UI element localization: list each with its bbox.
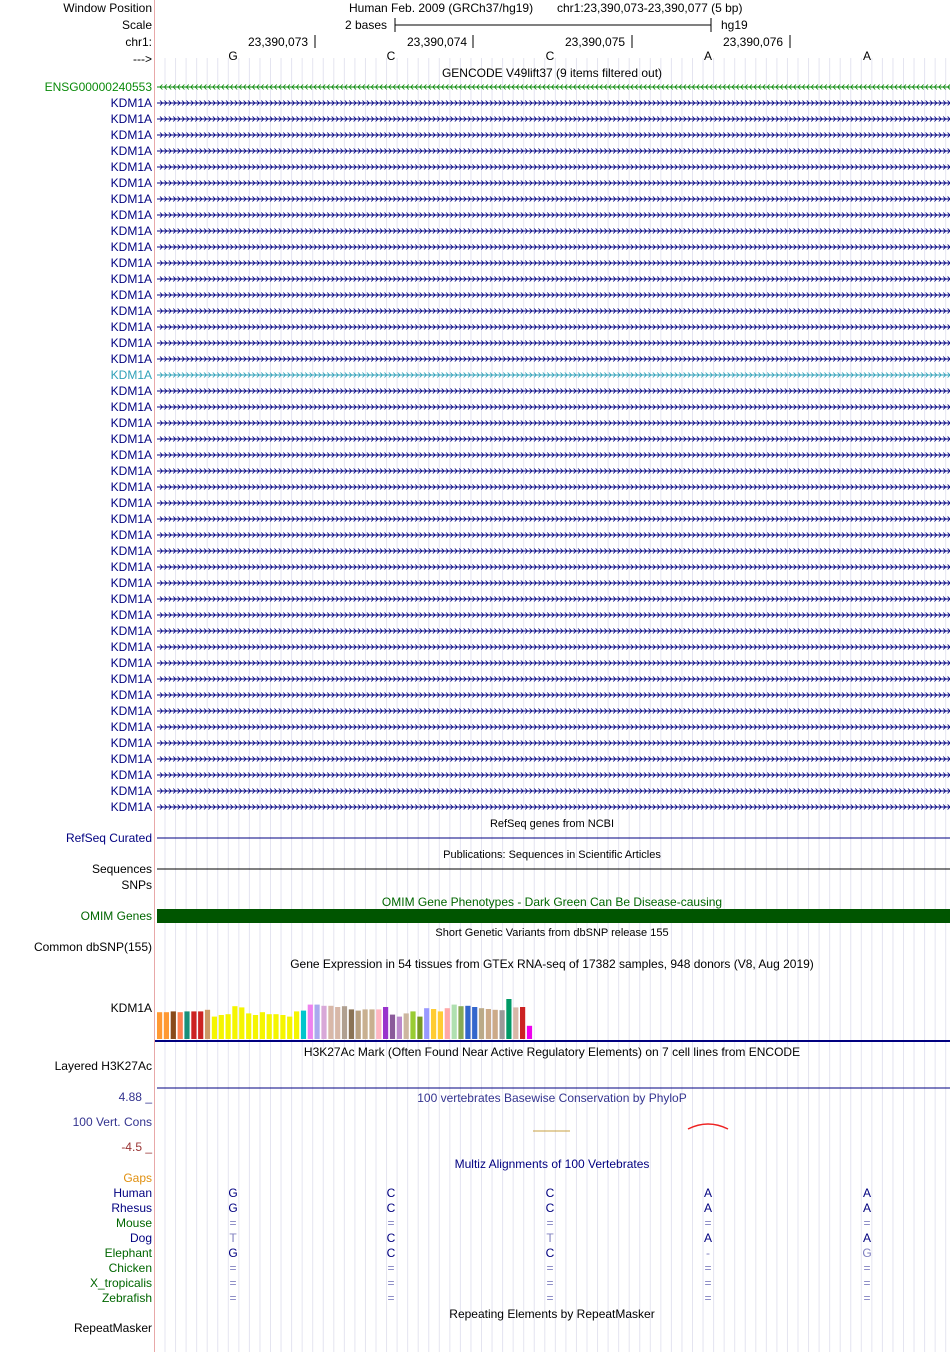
multiz-base: =	[863, 1261, 871, 1275]
gencode-gene-row[interactable]	[157, 629, 950, 634]
multiz-base: C	[545, 1186, 555, 1200]
multiz-base: =	[387, 1216, 395, 1230]
gencode-gene-label[interactable]: KDM1A	[110, 368, 152, 382]
gencode-gene-label[interactable]: KDM1A	[110, 432, 152, 446]
gencode-gene-label[interactable]: KDM1A	[110, 752, 152, 766]
gtex-tissue-bar[interactable]	[410, 1011, 415, 1039]
multiz-base: C	[386, 1246, 396, 1260]
gtex-bar-chart[interactable]	[0, 972, 950, 1042]
multiz-base: =	[229, 1291, 237, 1305]
gencode-gene-row[interactable]	[157, 789, 950, 794]
gtex-tissue-bar[interactable]	[219, 1015, 224, 1039]
dbsnp-track-title[interactable]: Short Genetic Variants from dbSNP release 155	[435, 927, 669, 939]
scale-text: 2 bases	[345, 18, 388, 32]
gtex-tissue-bar[interactable]	[342, 1006, 347, 1039]
gencode-gene-label[interactable]: KDM1A	[110, 592, 152, 606]
publications-line[interactable]	[0, 867, 950, 871]
coord-4: 23,390,076	[723, 35, 784, 49]
gencode-gene-label[interactable]: KDM1A	[110, 656, 152, 670]
multiz-base: =	[863, 1291, 871, 1305]
multiz-base: G	[228, 1201, 238, 1215]
gencode-gene-row[interactable]	[157, 277, 950, 282]
phylop-track-label[interactable]: 100 Vert. Cons	[72, 1115, 152, 1129]
gencode-gene-label[interactable]: KDM1A	[110, 512, 152, 526]
gtex-tissue-bar[interactable]	[369, 1009, 374, 1039]
gencode-gene-row[interactable]	[157, 645, 950, 650]
base-2: C	[386, 49, 396, 63]
gencode-gene-label[interactable]: KDM1A	[110, 688, 152, 702]
gencode-gene-row[interactable]	[157, 261, 950, 266]
window-position-label: Window Position	[63, 1, 152, 15]
gtex-tissue-bar[interactable]	[506, 999, 511, 1039]
gtex-tissue-bar[interactable]	[527, 1026, 532, 1039]
gencode-gene-label[interactable]: KDM1A	[110, 608, 152, 622]
gtex-tissue-bar[interactable]	[191, 1011, 196, 1039]
multiz-base: C	[386, 1201, 396, 1215]
gencode-gene-row[interactable]	[157, 341, 950, 346]
gtex-tissue-bar[interactable]	[164, 1012, 169, 1039]
multiz-base: A	[703, 1201, 713, 1215]
gtex-tissue-bar[interactable]	[260, 1012, 265, 1039]
gtex-tissue-bar[interactable]	[212, 1017, 217, 1039]
gencode-gene-label[interactable]: KDM1A	[110, 240, 152, 254]
gtex-tissue-bar[interactable]	[513, 1007, 518, 1039]
gencode-gene-row[interactable]	[157, 469, 950, 474]
refseq-track-label[interactable]: RefSeq Curated	[65, 831, 152, 845]
gencode-gene-label[interactable]: KDM1A	[110, 160, 152, 174]
gtex-tissue-bar[interactable]	[301, 1011, 306, 1039]
publications-track-label[interactable]: Sequences	[91, 862, 152, 876]
chrom-label: chr1:	[125, 35, 152, 49]
gtex-tissue-bar[interactable]	[178, 1012, 183, 1039]
repeatmasker-track-label[interactable]: RepeatMasker	[73, 1321, 152, 1335]
multiz-base: =	[387, 1291, 395, 1305]
gtex-tissue-bar[interactable]	[472, 1007, 477, 1039]
gencode-gene-row[interactable]	[157, 181, 950, 186]
gencode-gene-row[interactable]	[157, 357, 950, 362]
omim-track-label[interactable]: OMIM Genes	[80, 909, 152, 923]
gencode-gene-label[interactable]: KDM1A	[110, 400, 152, 414]
gtex-tissue-bar[interactable]	[321, 1006, 326, 1039]
gencode-gene-label[interactable]: KDM1A	[110, 704, 152, 718]
gencode-gene-row[interactable]	[157, 501, 950, 506]
multiz-base: =	[546, 1216, 554, 1230]
gencode-gene-label[interactable]: KDM1A	[110, 224, 152, 238]
strand-label: --->	[133, 52, 152, 66]
gencode-gene-row[interactable]	[157, 325, 950, 330]
multiz-base: C	[545, 1201, 555, 1215]
base-1: G	[228, 49, 238, 63]
gencode-gene-label[interactable]: KDM1A	[110, 720, 152, 734]
multiz-base: =	[387, 1276, 395, 1290]
gencode-gene-row[interactable]	[157, 405, 950, 410]
gencode-gene-label[interactable]: KDM1A	[110, 336, 152, 350]
gencode-track-title[interactable]: GENCODE V49lift37 (9 items filtered out)	[441, 66, 663, 80]
gtex-tissue-bar[interactable]	[205, 1010, 210, 1039]
gencode-gene-label[interactable]: KDM1A	[110, 560, 152, 574]
gencode-gene-label[interactable]: KDM1A	[110, 304, 152, 318]
multiz-base: C	[545, 1246, 555, 1260]
multiz-species-label[interactable]: Zebrafish	[101, 1291, 152, 1305]
gtex-tissue-bar[interactable]	[465, 1006, 470, 1039]
gencode-gene-label[interactable]: KDM1A	[110, 128, 152, 142]
gencode-gene-label[interactable]: KDM1A	[110, 640, 152, 654]
gencode-gene-row[interactable]	[157, 485, 950, 490]
gencode-gene-label[interactable]: KDM1A	[110, 256, 152, 270]
multiz-base: =	[704, 1261, 712, 1275]
multiz-species-label[interactable]: Elephant	[104, 1246, 152, 1260]
gtex-tissue-bar[interactable]	[308, 1005, 313, 1039]
gencode-gene-label[interactable]: KDM1A	[110, 448, 152, 462]
multiz-base: =	[546, 1291, 554, 1305]
gencode-gene-label[interactable]: KDM1A	[110, 288, 152, 302]
multiz-base: A	[862, 1186, 872, 1200]
multiz-species-label[interactable]: Chicken	[108, 1261, 152, 1275]
multiz-gaps-label[interactable]: Gaps	[123, 1171, 152, 1185]
gtex-tissue-bar[interactable]	[287, 1017, 292, 1039]
h3k27ac-track-title[interactable]: H3K27Ac Mark (Often Found Near Active Regulatory Elements) on 7 cell lines from ENCODE	[303, 1045, 801, 1059]
gtex-tissue-bar[interactable]	[452, 1005, 457, 1039]
gencode-gene-row-ensg[interactable]	[157, 85, 950, 90]
gencode-gene-row[interactable]	[157, 245, 950, 250]
multiz-base: A	[703, 1186, 713, 1200]
phylop-plot[interactable]	[0, 1115, 950, 1145]
base-5: A	[862, 49, 872, 63]
gencode-gene-label[interactable]: KDM1A	[110, 800, 152, 814]
gtex-tissue-bar[interactable]	[315, 1005, 320, 1039]
gencode-gene-row[interactable]	[157, 229, 950, 234]
multiz-species-label[interactable]: Dog	[129, 1231, 152, 1245]
gencode-gene-row[interactable]	[157, 293, 950, 298]
gencode-gene-label[interactable]: KDM1A	[110, 96, 152, 110]
omim-track-title[interactable]: OMIM Gene Phenotypes - Dark Green Can Be Disease-causing	[381, 895, 723, 909]
assembly-name: hg19	[721, 18, 748, 32]
gtex-tissue-bar[interactable]	[294, 1011, 299, 1039]
gtex-tissue-bar[interactable]	[273, 1014, 278, 1039]
gtex-tissue-bar[interactable]	[520, 1007, 525, 1039]
gtex-tissue-bar[interactable]	[376, 1009, 381, 1039]
gencode-gene-row[interactable]	[157, 597, 950, 602]
gencode-gene-row[interactable]	[157, 133, 950, 138]
gencode-gene-label[interactable]: KDM1A	[110, 672, 152, 686]
gencode-gene-label[interactable]: KDM1A	[110, 624, 152, 638]
gencode-gene-label[interactable]: KDM1A	[110, 144, 152, 158]
gencode-gene-row[interactable]	[157, 581, 950, 586]
multiz-base: =	[229, 1261, 237, 1275]
gencode-gene-label[interactable]: KDM1A	[110, 384, 152, 398]
gtex-tissue-bar[interactable]	[267, 1014, 272, 1039]
gtex-tissue-bar[interactable]	[246, 1013, 251, 1039]
gencode-gene-row[interactable]	[157, 437, 950, 442]
gtex-tissue-bar[interactable]	[424, 1008, 429, 1039]
gencode-gene-row[interactable]	[157, 373, 950, 378]
base-3: C	[545, 49, 555, 63]
gencode-gene-row[interactable]	[157, 661, 950, 666]
gencode-gene-row[interactable]	[157, 805, 950, 810]
gencode-gene-label[interactable]: KDM1A	[110, 176, 152, 190]
multiz-base: C	[386, 1231, 396, 1245]
coord-2: 23,390,074	[407, 35, 468, 49]
gencode-gene-label[interactable]: KDM1A	[110, 544, 152, 558]
gtex-tissue-bar[interactable]	[383, 1007, 388, 1039]
omim-bar[interactable]	[157, 909, 950, 923]
gtex-tissue-bar[interactable]	[280, 1015, 285, 1039]
gtex-track-label[interactable]: KDM1A	[110, 1001, 152, 1015]
gtex-tissue-bar[interactable]	[157, 1012, 162, 1039]
base-4: A	[703, 49, 713, 63]
gencode-gene-label[interactable]: KDM1A	[110, 528, 152, 542]
gencode-gene-label[interactable]: KDM1A	[110, 480, 152, 494]
coord-3: 23,390,075	[565, 35, 626, 49]
gencode-gene-row[interactable]	[157, 613, 950, 618]
coord-1: 23,390,073	[248, 35, 309, 49]
gtex-tissue-bar[interactable]	[431, 1009, 436, 1039]
multiz-base: A	[862, 1201, 872, 1215]
multiz-species-label[interactable]: Rhesus	[111, 1201, 152, 1215]
multiz-base: =	[229, 1216, 237, 1230]
gtex-tissue-bar[interactable]	[479, 1008, 484, 1039]
gtex-tissue-bar[interactable]	[349, 1009, 354, 1039]
h3k27ac-track-label[interactable]: Layered H3K27Ac	[54, 1059, 152, 1073]
multiz-base: G	[228, 1246, 238, 1260]
gencode-gene-label[interactable]: KDM1A	[110, 112, 152, 126]
gtex-tissue-bar[interactable]	[417, 1017, 422, 1039]
gencode-gene-row[interactable]	[157, 533, 950, 538]
gtex-tissue-bar[interactable]	[404, 1013, 409, 1039]
multiz-base: =	[704, 1216, 712, 1230]
gencode-gene-label[interactable]: KDM1A	[110, 576, 152, 590]
gencode-gene-label[interactable]: KDM1A	[110, 416, 152, 430]
gtex-tissue-bar[interactable]	[363, 1009, 368, 1039]
gencode-gene-row[interactable]	[157, 709, 950, 714]
gtex-tissue-bar[interactable]	[486, 1009, 491, 1039]
multiz-base: =	[704, 1291, 712, 1305]
multiz-base: A	[862, 1231, 872, 1245]
phylop-track-title[interactable]: 100 vertebrates Basewise Conservation by PhyloP	[417, 1091, 687, 1105]
phylop-min-label: -4.5 _	[121, 1140, 152, 1154]
gencode-gene-row[interactable]	[157, 565, 950, 570]
position-text: chr1:23,390,073-23,390,077 (5 bp)	[557, 1, 743, 15]
publications-track-title[interactable]: Publications: Sequences in Scientific Articles	[443, 849, 661, 861]
gencode-first-gene-label[interactable]: ENSG00000240553	[44, 80, 152, 94]
gtex-track-title[interactable]: Gene Expression in 54 tissues from GTEx RNA-seq of 17382 samples, 948 donors (V8, Aug 2019)	[290, 957, 814, 971]
gencode-gene-row[interactable]	[157, 725, 950, 730]
multiz-species-label[interactable]: Human	[113, 1186, 152, 1200]
gtex-tissue-bar[interactable]	[335, 1007, 340, 1039]
multiz-base: =	[229, 1276, 237, 1290]
gencode-gene-row[interactable]	[157, 773, 950, 778]
gtex-tissue-bar[interactable]	[500, 1010, 505, 1039]
multiz-base: G	[228, 1186, 238, 1200]
multiz-species-label[interactable]: X_tropicalis	[89, 1276, 152, 1290]
scale-label: Scale	[121, 18, 152, 32]
multiz-base: =	[863, 1216, 871, 1230]
gtex-tissue-bar[interactable]	[445, 1008, 450, 1039]
multiz-base: =	[863, 1276, 871, 1290]
gencode-gene-row[interactable]	[157, 549, 950, 554]
gtex-tissue-bar[interactable]	[493, 1010, 498, 1039]
gencode-gene-row[interactable]	[157, 389, 950, 394]
multiz-base: G	[862, 1246, 872, 1260]
multiz-base: =	[546, 1276, 554, 1290]
multiz-species-label[interactable]: Mouse	[115, 1216, 152, 1230]
gencode-gene-label[interactable]: KDM1A	[110, 784, 152, 798]
gencode-gene-label[interactable]: KDM1A	[110, 208, 152, 222]
gencode-gene-row[interactable]	[157, 757, 950, 762]
assembly-title: Human Feb. 2009 (GRCh37/hg19)	[349, 1, 534, 15]
gencode-gene-row[interactable]	[157, 197, 950, 202]
refseq-line[interactable]	[0, 836, 950, 840]
gencode-gene-label[interactable]: KDM1A	[110, 192, 152, 206]
gencode-gene-row[interactable]	[157, 453, 950, 458]
multiz-base: =	[387, 1261, 395, 1275]
gencode-gene-row[interactable]	[157, 165, 950, 170]
gtex-tissue-bar[interactable]	[328, 1006, 333, 1039]
gencode-gene-row[interactable]	[157, 421, 950, 426]
multiz-track-title[interactable]: Multiz Alignments of 100 Vertebrates	[454, 1157, 650, 1171]
gencode-gene-label[interactable]: KDM1A	[110, 464, 152, 478]
snps-track-label[interactable]: SNPs	[121, 878, 152, 892]
gencode-gene-label[interactable]: KDM1A	[110, 352, 152, 366]
gencode-gene-label[interactable]: KDM1A	[110, 768, 152, 782]
gencode-gene-label[interactable]: KDM1A	[110, 736, 152, 750]
gencode-gene-label[interactable]: KDM1A	[110, 496, 152, 510]
scale-ruler	[0, 0, 950, 70]
gtex-tissue-bar[interactable]	[226, 1014, 231, 1039]
gtex-tissue-bar[interactable]	[390, 1015, 395, 1039]
repeatmasker-track-title[interactable]: Repeating Elements by RepeatMasker	[449, 1307, 655, 1321]
gencode-gene-row[interactable]	[157, 677, 950, 682]
gtex-tissue-bar[interactable]	[171, 1011, 176, 1039]
gencode-gene-row[interactable]	[157, 309, 950, 314]
gencode-gene-row[interactable]	[157, 213, 950, 218]
gtex-tissue-bar[interactable]	[198, 1011, 203, 1039]
dbsnp-track-label[interactable]: Common dbSNP(155)	[33, 940, 152, 954]
gencode-gene-row[interactable]	[157, 117, 950, 122]
gtex-tissue-bar[interactable]	[184, 1011, 189, 1039]
gtex-tissue-bar[interactable]	[458, 1006, 463, 1039]
gencode-gene-row[interactable]	[157, 693, 950, 698]
multiz-base: =	[546, 1261, 554, 1275]
multiz-base: T	[229, 1231, 237, 1245]
multiz-base: -	[706, 1246, 710, 1260]
gtex-tissue-bar[interactable]	[253, 1015, 258, 1039]
gtex-tissue-bar[interactable]	[232, 1006, 237, 1039]
gencode-gene-row[interactable]	[157, 149, 950, 154]
multiz-base: A	[703, 1231, 713, 1245]
gencode-gene-label[interactable]: KDM1A	[110, 272, 152, 286]
multiz-base: T	[546, 1231, 554, 1245]
gtex-tissue-bar[interactable]	[397, 1017, 402, 1039]
gencode-gene-row[interactable]	[157, 517, 950, 522]
multiz-base: C	[386, 1186, 396, 1200]
gencode-gene-label[interactable]: KDM1A	[110, 320, 152, 334]
gtex-tissue-bar[interactable]	[438, 1011, 443, 1039]
gtex-tissue-bar[interactable]	[239, 1007, 244, 1039]
gencode-gene-row[interactable]	[157, 741, 950, 746]
gtex-tissue-bar[interactable]	[356, 1011, 361, 1039]
phylop-max-label: 4.88 _	[118, 1090, 152, 1104]
multiz-base: =	[704, 1276, 712, 1290]
gencode-gene-row[interactable]	[157, 101, 950, 106]
refseq-track-title[interactable]: RefSeq genes from NCBI	[489, 818, 615, 830]
